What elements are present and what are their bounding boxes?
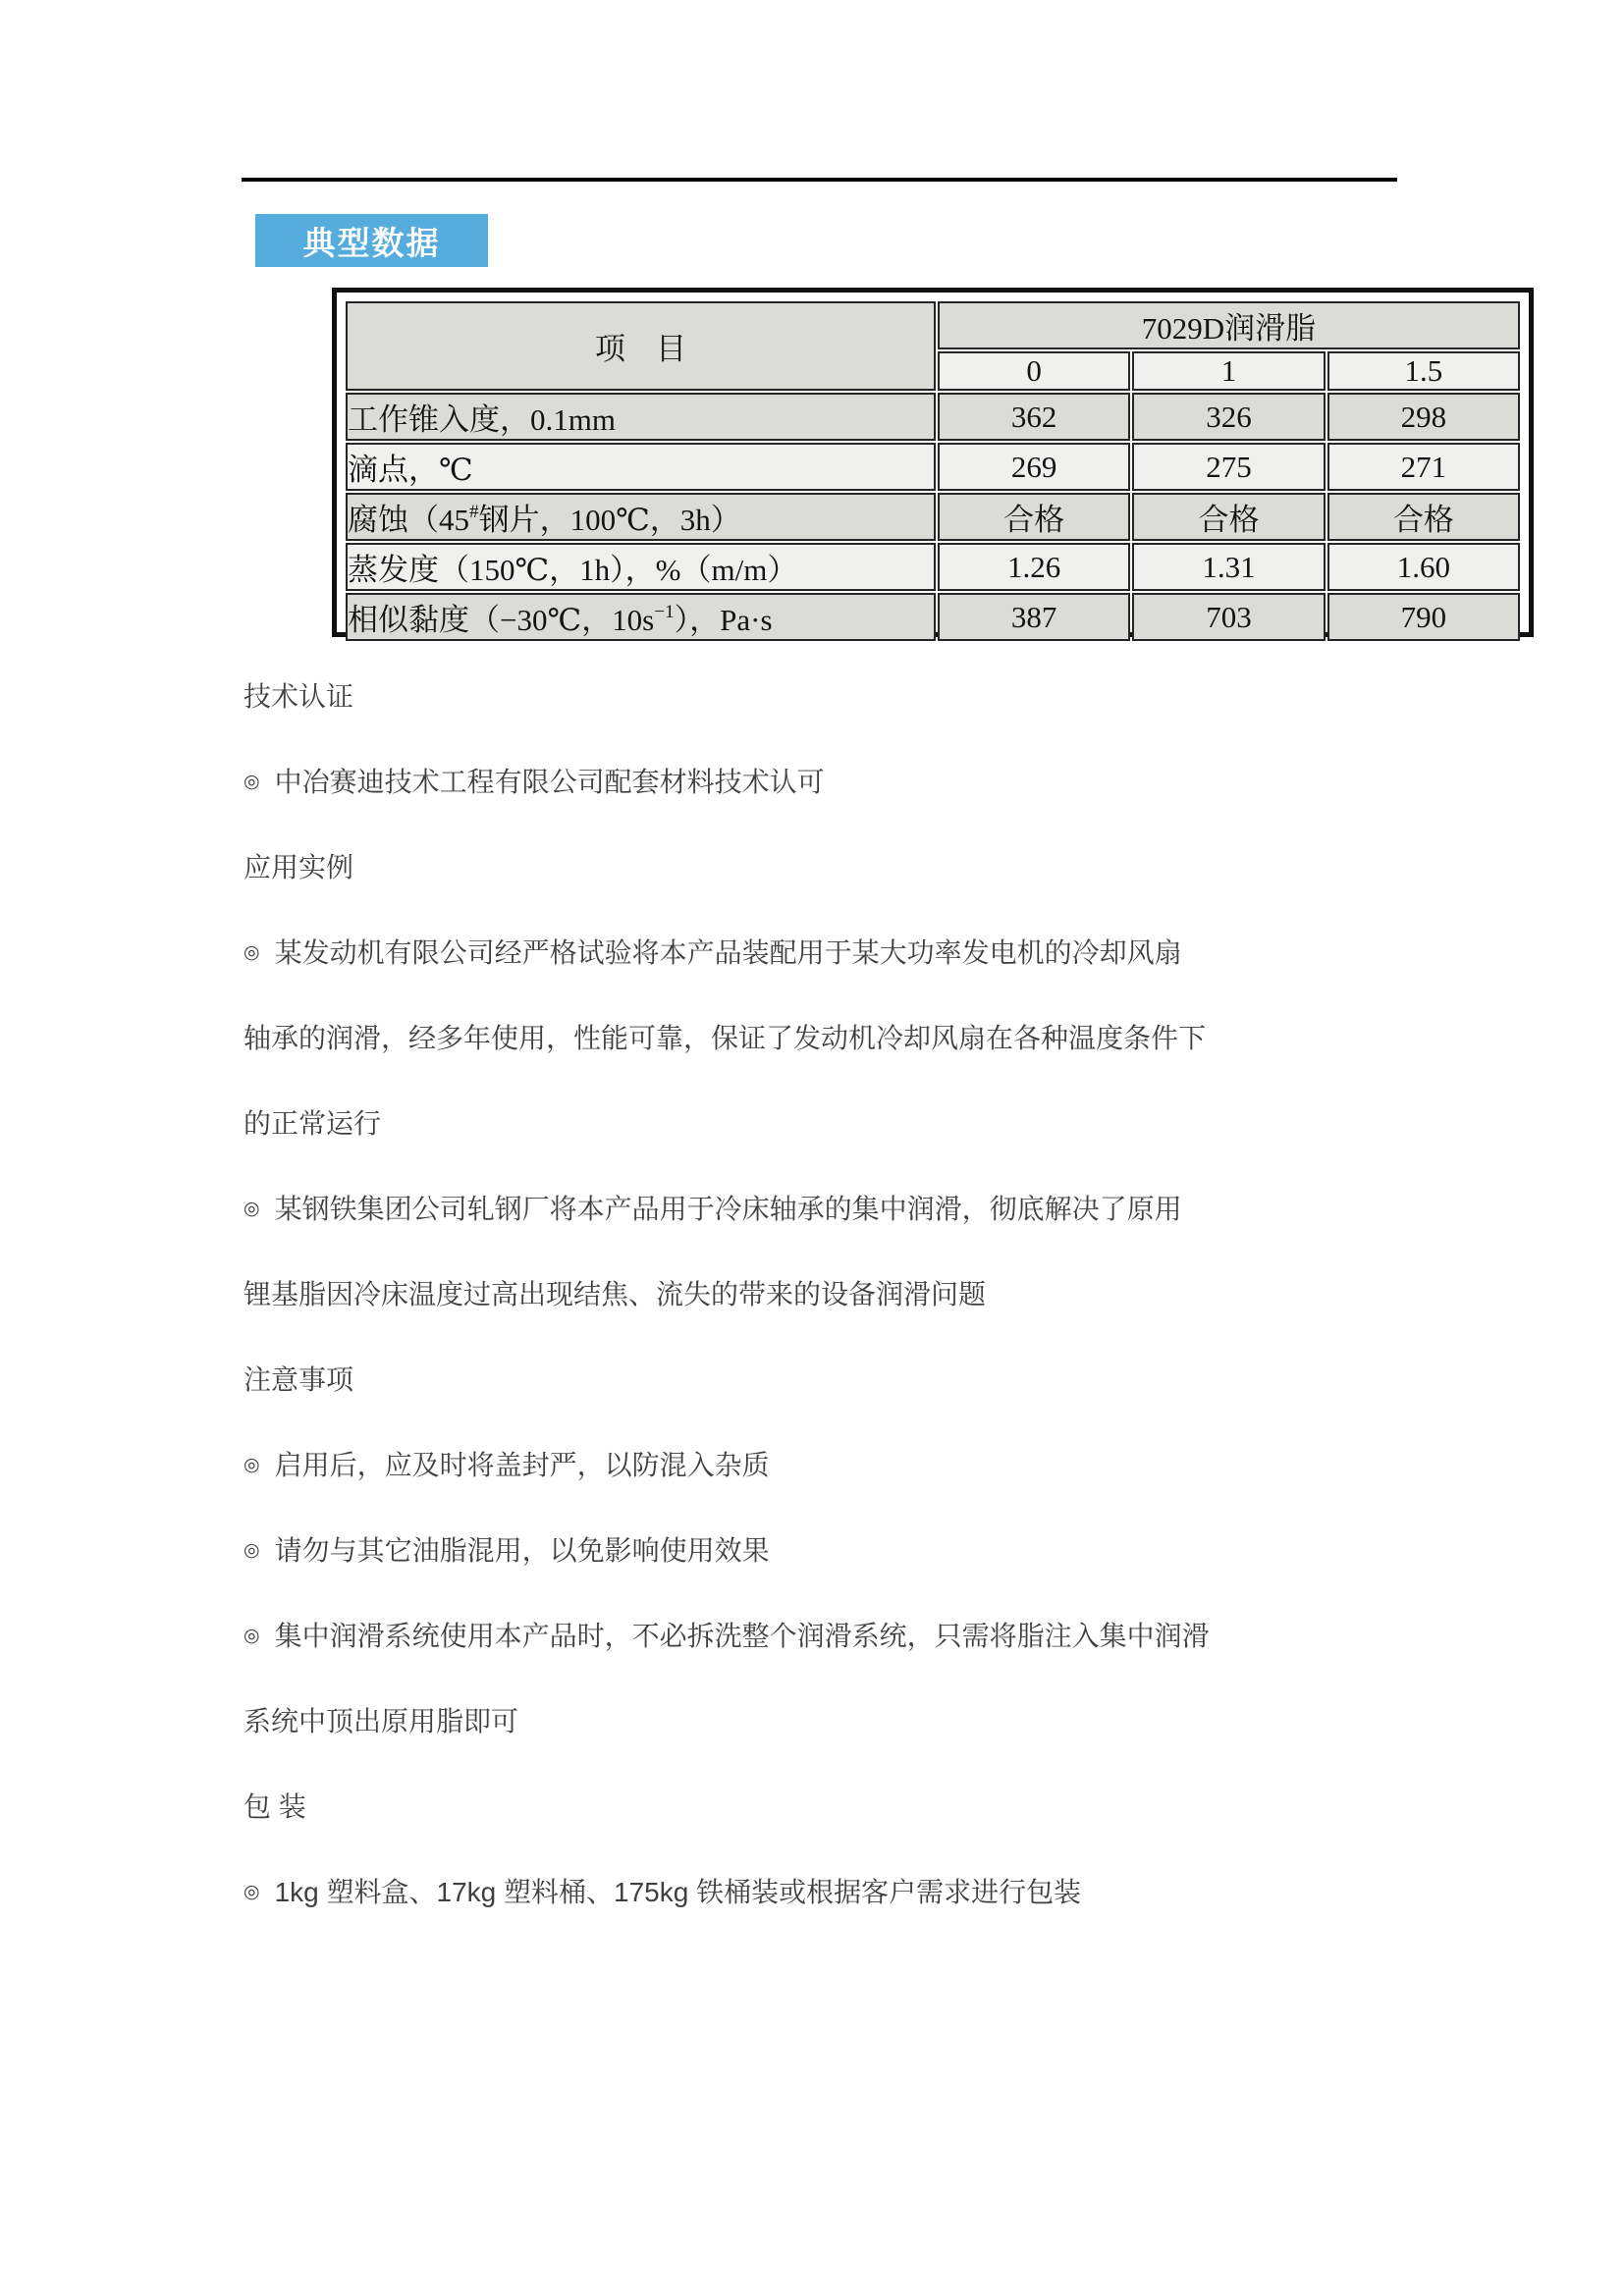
table-row — [346, 543, 1520, 591]
table-row — [346, 443, 1520, 491]
bullet-line: ◎ 中冶赛迪技术工程有限公司配套材料技术认可 — [244, 739, 1422, 825]
typical-data-table-frame — [332, 288, 1534, 637]
continuation-line: 轴承的润滑，经多年使用，性能可靠，保证了发动机冷却风扇在各种温度条件下 — [244, 1023, 1207, 1053]
bullet-line: ◎ 集中润滑系统使用本产品时，不必拆洗整个润滑系统，只需将脂注入集中润滑 — [244, 1593, 1422, 1679]
header-item-cell — [346, 301, 936, 391]
table-row — [346, 493, 1520, 541]
row-label-cell: 蒸发度（150℃，1h），%（m/m） — [346, 543, 936, 591]
ring-bullet-icon: ◎ — [244, 1626, 260, 1646]
value-cell: 合格 — [1327, 493, 1520, 541]
ring-bullet-icon: ◎ — [244, 772, 260, 792]
value-cell: 271 — [1327, 443, 1520, 491]
value-cell: 387 — [938, 593, 1130, 641]
bullet-line: ◎ 某发动机有限公司经严格试验将本产品装配用于某大功率发电机的冷却风扇 — [244, 910, 1422, 995]
value-cell: 合格 — [938, 493, 1130, 541]
continuation-line: 的正常运行 — [244, 1108, 382, 1139]
section-heading: 包 装 — [244, 1791, 306, 1822]
body-text-column — [244, 654, 1422, 1935]
header-item-label: 项 目 — [594, 332, 686, 366]
value-cell: 362 — [938, 393, 1130, 441]
bullet-line: ◎ 请勿与其它油脂混用，以免影响使用效果 — [244, 1508, 1422, 1593]
top-divider-rule — [242, 178, 1397, 182]
typical-data-badge-label: 典型数据 — [302, 224, 441, 261]
table-row — [346, 393, 1520, 441]
grade-cell-1-5: 1.5 — [1327, 351, 1520, 391]
header-product-cell — [938, 301, 1520, 349]
typical-data-badge — [255, 214, 488, 267]
section-heading: 注意事项 — [244, 1364, 354, 1395]
ring-bullet-icon: ◎ — [244, 942, 260, 963]
value-cell: 1.60 — [1327, 543, 1520, 591]
ring-bullet-icon: ◎ — [244, 1199, 260, 1219]
row-label-cell: 滴点，℃ — [346, 443, 936, 491]
bullet-line: ◎ 某钢铁集团公司轧钢厂将本产品用于冷床轴承的集中润滑，彻底解决了原用 — [244, 1166, 1422, 1252]
section-heading: 应用实例 — [244, 852, 354, 882]
grade-cell-1: 1 — [1132, 351, 1325, 391]
table-header-row — [346, 301, 1520, 349]
continuation-line: 系统中顶出原用脂即可 — [244, 1706, 519, 1736]
grade-cell-0: 0 — [938, 351, 1130, 391]
ring-bullet-icon: ◎ — [244, 1455, 260, 1475]
row-label-cell: 工作锥入度，0.1mm — [346, 393, 936, 441]
section-heading: 技术认证 — [244, 681, 354, 712]
value-cell: 703 — [1132, 593, 1325, 641]
row-label-cell: 腐蚀（45#钢片，100℃，3h） — [346, 493, 936, 541]
header-product-label: 7029D润滑脂 — [1141, 311, 1317, 346]
value-cell: 298 — [1327, 393, 1520, 441]
value-cell: 1.31 — [1132, 543, 1325, 591]
value-cell: 269 — [938, 443, 1130, 491]
typical-data-table — [344, 299, 1522, 643]
ring-bullet-icon: ◎ — [244, 1882, 260, 1902]
bullet-line: ◎ 1kg 塑料盒、17kg 塑料桶、175kg 铁桶装或根据客户需求进行包装 — [244, 1849, 1422, 1935]
value-cell: 合格 — [1132, 493, 1325, 541]
value-cell: 790 — [1327, 593, 1520, 641]
table-row — [346, 593, 1520, 641]
value-cell: 326 — [1132, 393, 1325, 441]
ring-bullet-icon: ◎ — [244, 1540, 260, 1561]
value-cell: 1.26 — [938, 543, 1130, 591]
value-cell: 275 — [1132, 443, 1325, 491]
continuation-line: 锂基脂因冷床温度过高出现结焦、流失的带来的设备润滑问题 — [244, 1279, 987, 1309]
bullet-line: ◎ 启用后，应及时将盖封严，以防混入杂质 — [244, 1422, 1422, 1508]
row-label-cell: 相似黏度（−30℃，$10s^{-1}$），Pa·s — [346, 593, 936, 641]
